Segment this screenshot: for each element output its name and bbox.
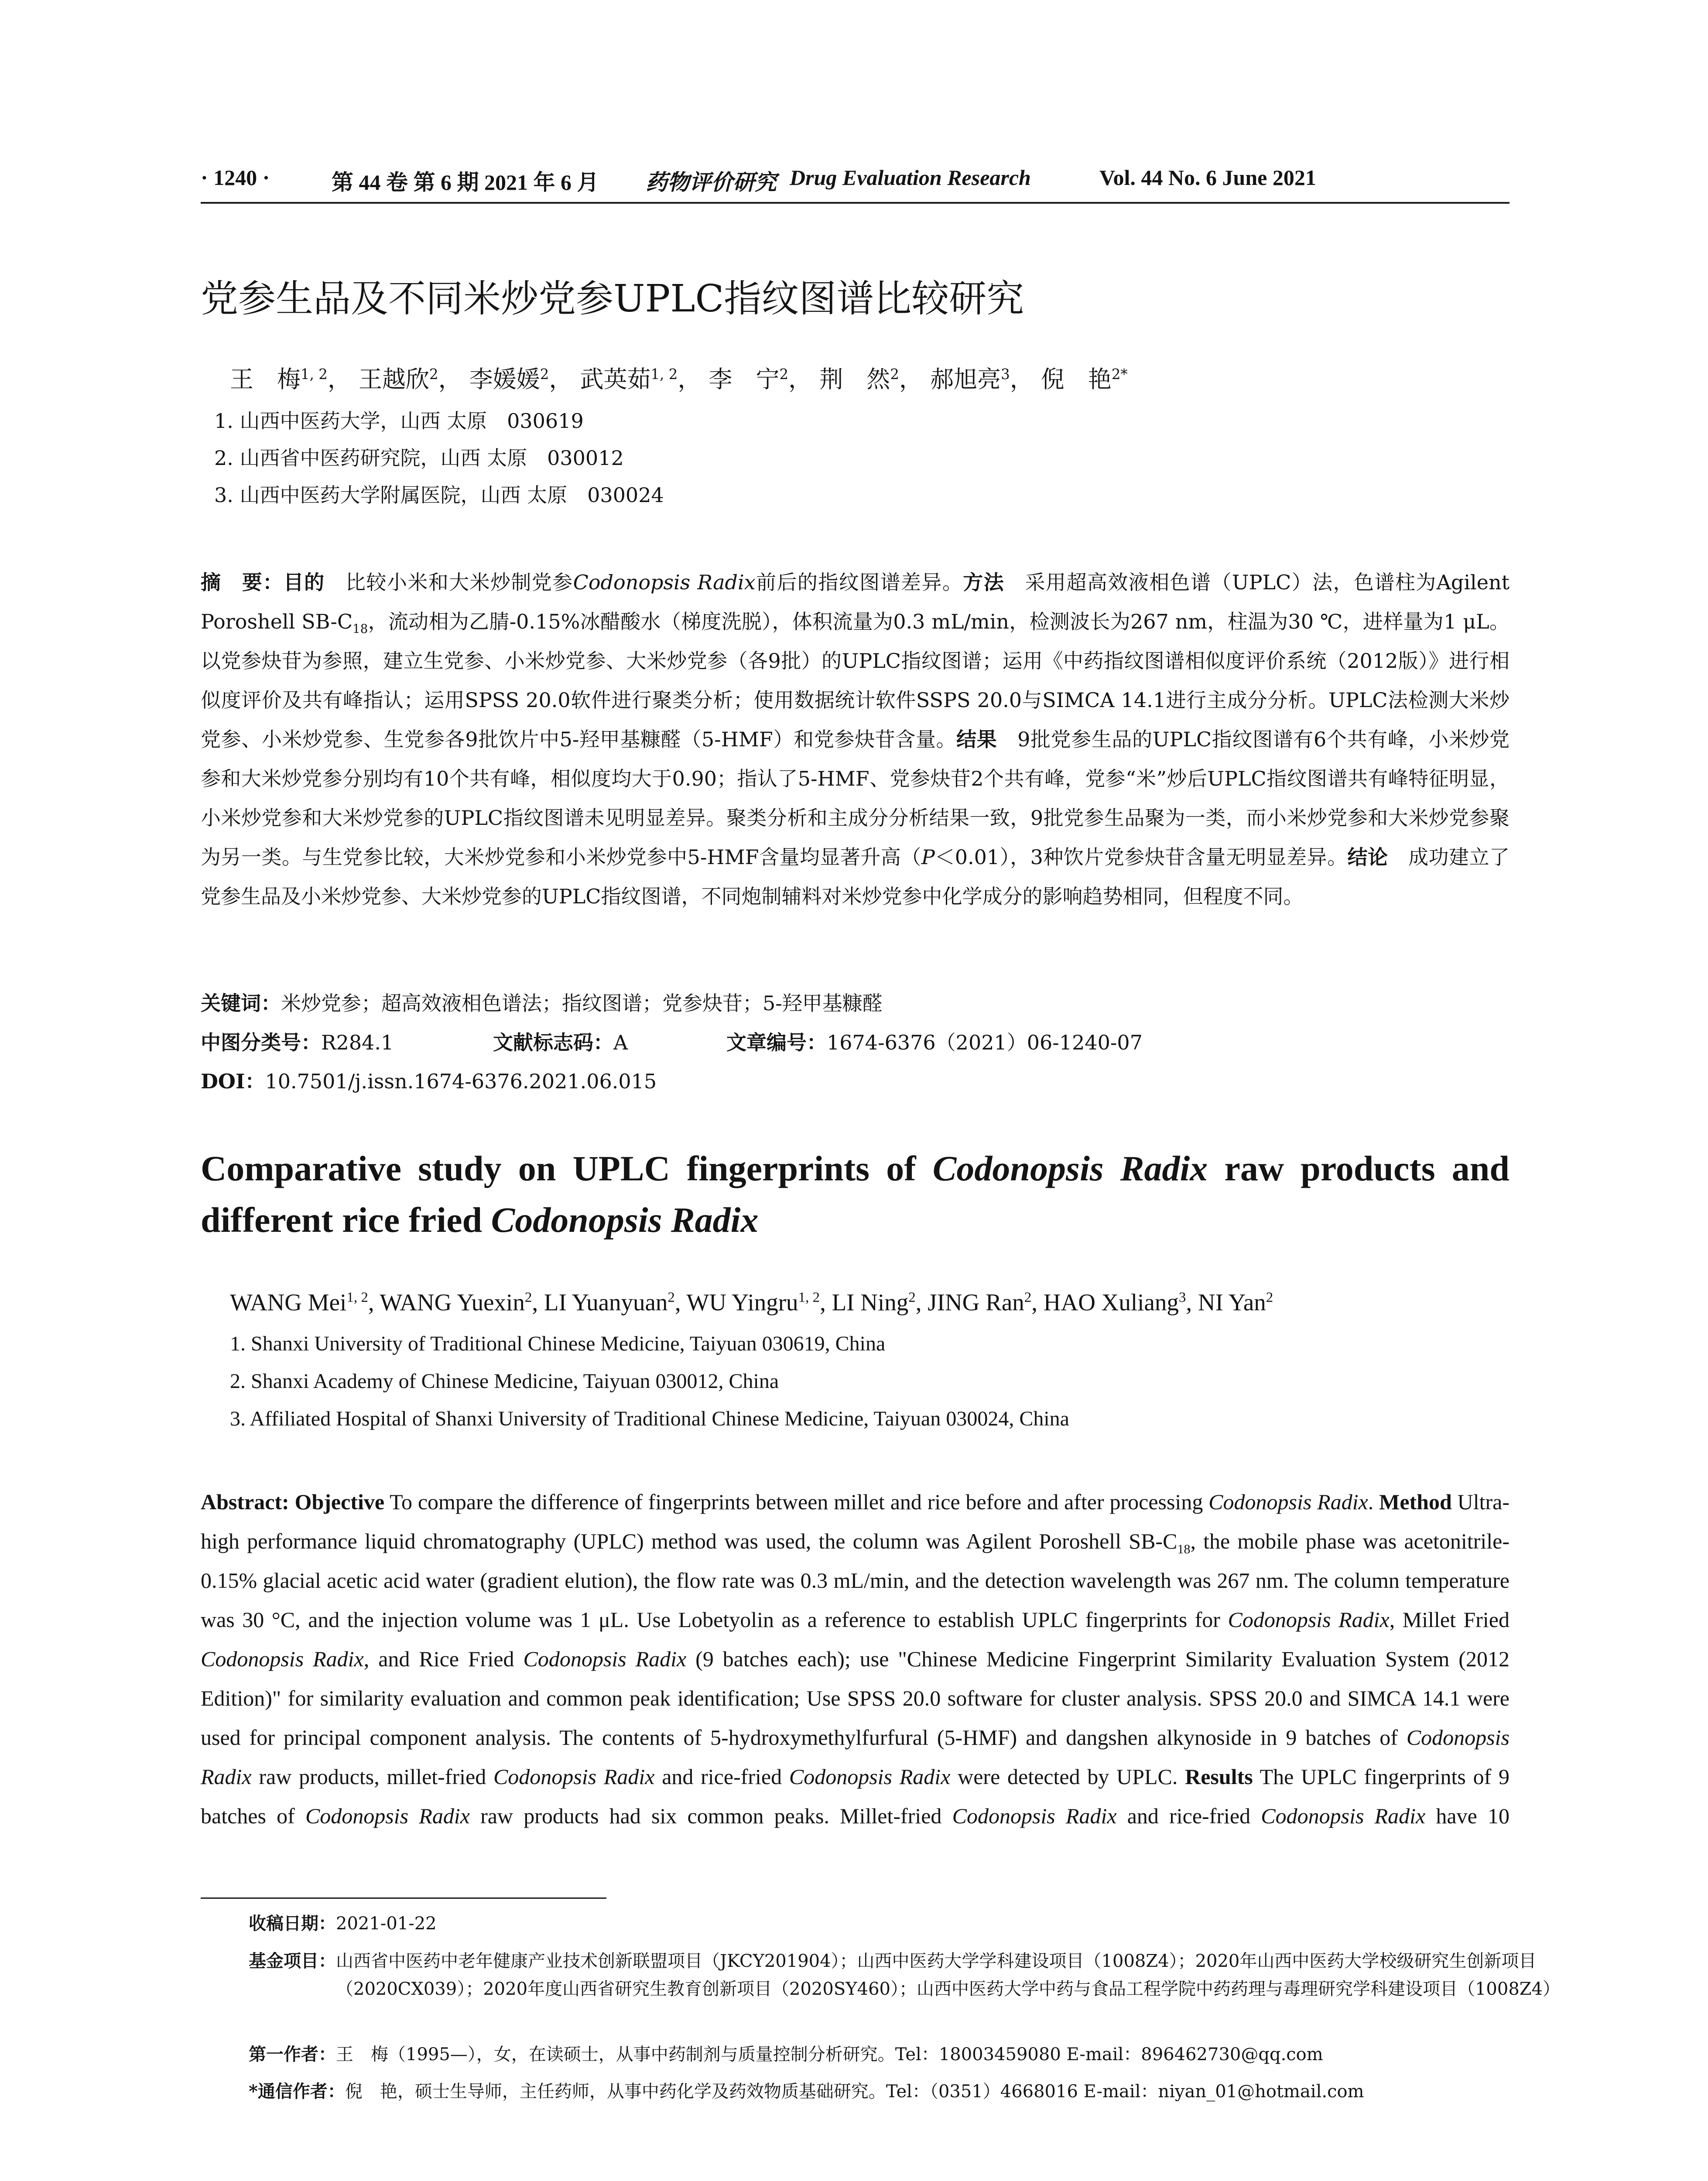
author-en: WU Yingru <box>686 1289 798 1316</box>
authors-en: WANG Mei$^{1, 2}$, WANG Yuexin$^2$, LI Yuanyuan$^2$, WU Yingru$^{1, 2}$, LI Ning$^2$, JING Ran$^2$, HAO Xuliang$^3$, NI Yan$^2$ <box>230 1289 1273 1316</box>
title-en-text: Comparative study on UPLC fingerprints of <box>201 1149 933 1188</box>
abstract-en-text: and rice-fried <box>1116 1804 1261 1828</box>
author-affiliation-mark: 2 <box>1266 1289 1273 1306</box>
author-en: JING Ran <box>928 1289 1024 1316</box>
author-en: WANG Yuexin <box>380 1289 525 1316</box>
clc-value: R284.1 <box>321 1031 394 1054</box>
method-text-cn: 采用超高效液相色谱（UPLC）法，色谱柱为Agilent Poroshell SB-C <box>201 571 1510 633</box>
affiliation-cn-1: 1. 山西中医药大学，山西 太原 030619 <box>214 409 584 433</box>
author-affiliation-mark: 2 <box>429 366 438 383</box>
species-name: Codonopsis Radix <box>1228 1607 1390 1632</box>
author-en: HAO Xuliang <box>1043 1289 1179 1316</box>
footnote-received <box>249 1910 1514 1938</box>
author-en: LI Yuanyuan <box>544 1289 668 1316</box>
abstract-en-text: The UPLC fingerprints of 9 batches of <box>201 1764 1509 1828</box>
corresponding-value: 倪 艳，硕士生导师，主任药师，从事中药化学及药效物质基础研究。Tel：（0351）4668016 E-mail：niyan_01@hotmail.com <box>345 2082 1364 2102</box>
keywords-label: 关键词： <box>201 991 281 1015</box>
author-en: NI Yan <box>1198 1289 1266 1316</box>
classification-line <box>201 1027 1509 1058</box>
doi-label: DOI： <box>201 1070 265 1093</box>
results-text-cn: 9批党参生品的UPLC指纹图谱有6个共有峰，小米炒党参和大米炒党参分别均有10个共有峰，相似度均大于0.90；指认了5-HMF、党参炔苷2个共有峰，党参“米”炒后UPLC指纹图谱共有峰特征明显，小米炒党参和大米炒党参的UPLC指纹图谱未见明显差异。聚类分析和主成分分析结果一致，9批党参生品聚为一类，而小米炒党参和大米炒党参聚为另一类。与生党参比较，大米炒党参和小米炒党参中5-HMF含量均显著升高（ <box>201 728 1509 869</box>
species-name: Codonopsis Radix <box>493 1764 655 1789</box>
abstract-en-text: , and Rice Fried <box>363 1647 524 1671</box>
fund-value: 山西省中医药中老年健康产业技术创新联盟项目（JKCY201904）；山西中医药大学学科建设项目（1008Z4）；2020年山西中医药大学校级研究生创新项目（2020CX039）；2020年度山西省研究生教育创新项目（2020SY460）；山西中医药大学中药与食品工程学院中药药理与毒理研究学科建设项目（1008Z4） <box>336 1951 1561 1999</box>
method-label-cn: 方法 <box>963 571 1005 594</box>
species-name: Codonopsis Radix <box>952 1804 1117 1828</box>
fund-label: 基金项目： <box>249 1951 336 1971</box>
abstract-en-text: have 10 <box>1425 1804 1509 1828</box>
corresponding-label: *通信作者： <box>249 2081 345 2102</box>
running-header <box>201 165 1509 200</box>
author-affiliation-mark: 2 <box>779 366 789 383</box>
author-cn: 王越欣 <box>358 366 429 393</box>
footnote-corresponding <box>249 2078 1514 2106</box>
author-cn: 李媛媛 <box>469 366 540 393</box>
abstract-en-text: were detected by UPLC. <box>950 1764 1185 1789</box>
conclusion-text-cn: 成功建立了党参生品及小米炒党参、大米炒党参的UPLC指纹图谱，不同炮制辅料对米炒党参中化学成分的影响趋势相同，但程度不同。 <box>201 845 1510 908</box>
author-en: WANG Mei <box>230 1289 347 1316</box>
species-name: Codonopsis Radix <box>789 1764 951 1789</box>
subscript: 18 <box>353 622 368 636</box>
abstract-en-text: raw products had six common peaks. Millet-fried <box>469 1804 952 1828</box>
abstract-en-text: . <box>1368 1490 1379 1514</box>
results-text-cn: ＜0.01），3种饮片党参炔苷含量无明显差异。 <box>934 845 1348 869</box>
author-affiliation-mark: 3 <box>1178 1289 1186 1306</box>
species-name: Codonopsis Radix <box>1261 1804 1426 1828</box>
clc-label: 中图分类号： <box>201 1031 321 1054</box>
author-affiliation-mark: 1, 2 <box>301 366 328 383</box>
author-cn: 倪 艳 <box>1041 366 1112 393</box>
first-author-value: 王 梅（1995—），女，在读硕士，从事中药制剂与质量控制分析研究。Tel：18003459080 E-mail：896462730@qq.com <box>336 2044 1323 2065</box>
doc-code-value: A <box>613 1031 628 1054</box>
journal-name-en: Drug Evaluation Research <box>790 165 1031 190</box>
species-name: Codonopsis Radix <box>932 1149 1208 1188</box>
doi-line <box>201 1066 1509 1097</box>
author-affiliation-mark: 2 <box>890 366 899 383</box>
conclusion-label-cn: 结论 <box>1347 845 1388 869</box>
author-cn: 荆 然 <box>819 366 890 393</box>
abstract-en-text: raw products, millet-fried <box>251 1764 493 1789</box>
doc-code-label: 文献标志码： <box>493 1031 613 1054</box>
abstract-en-text: , Millet Fried <box>1389 1607 1509 1632</box>
abstract-en <box>201 1482 1509 1836</box>
title-en <box>201 1143 1509 1246</box>
author-affiliation-mark: 2 <box>1024 1289 1032 1306</box>
species-name: Codonopsis Radix <box>305 1804 470 1828</box>
title-cn: 党参生品及不同米炒党参UPLC指纹图谱比较研究 <box>201 277 1024 321</box>
results-label-cn: 结果 <box>956 728 997 751</box>
abstract-en-text: To compare the difference of fingerprints between millet and rice before and after processing <box>384 1490 1209 1514</box>
affiliation-cn-2: 2. 山西省中医药研究院，山西 太原 030012 <box>214 446 624 470</box>
author-cn: 郝旭亮 <box>930 366 1001 393</box>
p-value-symbol: P <box>921 845 935 869</box>
species-name: Codonopsis Radix <box>491 1200 759 1240</box>
article-number-value: 1674-6376（2021）06-1240-07 <box>827 1031 1143 1054</box>
author-cn: 武英茹 <box>580 366 651 393</box>
affiliation-en-3: 3. Affiliated Hospital of Shanxi University of Traditional Chinese Medicine, Taiyuan 030024, China <box>230 1407 1069 1430</box>
affiliation-cn-3: 3. 山西中医药大学附属医院，山西 太原 030024 <box>214 483 664 507</box>
author-affiliation-mark: 2* <box>1111 366 1128 383</box>
issue-cn: 第 44 卷 第 6 期 2021 年 6 月 <box>332 170 599 195</box>
received-label: 收稿日期： <box>249 1913 336 1934</box>
subscript: 18 <box>1177 1542 1191 1556</box>
author-affiliation-mark: 2 <box>908 1289 916 1306</box>
abstract-en-text: , the mobile phase was acetonitrile-0.15% glacial acetic acid water (gradient elution), the flow rate was 0.3 mL/min, and the detection wavelength was 267 nm. The column temperature was 30 °C, and the injection volume was 1 μL. Use Lobetyolin as a reference to establish UPLC fingerprints for <box>201 1529 1509 1632</box>
species-name: Codonopsis Radix <box>523 1647 687 1671</box>
header-rule <box>201 202 1509 204</box>
footnote-rule <box>201 1897 606 1899</box>
author-en: LI Ning <box>832 1289 909 1316</box>
first-author-label: 第一作者： <box>249 2044 336 2065</box>
method-text-cn: ，流动相为乙腈-0.15%冰醋酸水（梯度洗脱），体积流量为0.3 mL/min，检测波长为267 nm，柱温为30 ℃，进样量为1 μL。以党参炔苷为参照，建立生党参、小米炒党参、大米炒党参（各9批）的UPLC指纹图谱；运用《中药指纹图谱相似度评价系统（2012版）》进行相似度评价及共有峰指认；运用SPSS 20.0软件进行聚类分析；使用数据统计软件SSPS 20.0与SIMCA 14.1进行主成分分析。UPLC法检测大米炒党参、小米炒党参、生党参各9批饮片中5-羟甲基糠醛（5-HMF）和党参炔苷含量。 <box>201 610 1510 751</box>
species-name: Codonopsis Radix <box>573 571 756 594</box>
method-label-en: Method <box>1379 1490 1452 1514</box>
footnote-first-author <box>249 2041 1514 2068</box>
objective-label-cn: 目的 <box>283 571 325 594</box>
journal-name-cn: 药物评价研究 <box>646 170 777 195</box>
doi-value: 10.7501/j.issn.1674-6376.2021.06.015 <box>265 1070 657 1093</box>
author-affiliation-mark: 2 <box>524 1289 532 1306</box>
objective-text-cn: 前后的指纹图谱差异。 <box>755 571 963 594</box>
article-number-label: 文章编号： <box>726 1031 827 1054</box>
author-cn: 王 梅 <box>230 366 301 393</box>
abstract-en-text: (9 batches each); use "Chinese Medicine Fingerprint Similarity Evaluation System (2012 Edition)" for similarity evaluation and common peak identification; Use SPSS 20.0 software for cluster analysis. SPSS 20.0 and SIMCA 14.1 were used for principal component analysis. The contents of 5-hydroxymethylfurfural (5-HMF) and dangshen alkynoside in 9 batches of <box>201 1647 1509 1750</box>
author-affiliation-mark: 1, 2 <box>346 1289 368 1306</box>
abstract-cn-label: 摘 要： <box>201 571 284 594</box>
title-en-text: raw products and different rice fried <box>201 1149 1509 1240</box>
species-name: Codonopsis Radix <box>1208 1490 1368 1514</box>
abstract-en-text: Ultra-high performance liquid chromatography (UPLC) method was used, the column was Agilent Poroshell SB-C <box>201 1490 1510 1553</box>
abstract-cn <box>201 563 1509 916</box>
authors-cn: 王 梅$^{1, 2}$， 王越欣$^2$， 李媛媛$^2$， 武英茹$^{1, 2}$， 李 宁$^2$， 荆 然$^2$， 郝旭亮$^3$， 倪 艳$^{2*}$ <box>230 366 1128 393</box>
species-name: Codonopsis Radix <box>201 1647 364 1671</box>
author-affiliation-mark: 1, 2 <box>798 1289 820 1306</box>
page-number: · 1240 · <box>201 165 270 190</box>
author-affiliation-mark: 1, 2 <box>650 366 678 383</box>
objective-text-cn: 比较小米和大米炒制党参 <box>346 571 573 594</box>
author-affiliation-mark: 3 <box>1001 366 1010 383</box>
author-affiliation-mark: 2 <box>667 1289 675 1306</box>
author-cn: 李 宁 <box>709 366 780 393</box>
footnote-fund <box>249 1947 1601 2003</box>
objective-label-en: Objective <box>294 1490 385 1514</box>
keywords-value: 米炒党参；超高效液相色谱法；指纹图谱；党参炔苷；5-羟甲基糠醛 <box>281 991 883 1015</box>
species-name: Codonopsis Radix <box>201 1725 1509 1789</box>
issue-en: Vol. 44 No. 6 June 2021 <box>1099 165 1316 190</box>
author-affiliation-mark: 2 <box>540 366 549 383</box>
keywords-cn <box>201 988 1509 1019</box>
abstract-en-text: and rice-fried <box>654 1764 789 1789</box>
abstract-en-label: Abstract: <box>201 1490 289 1514</box>
affiliation-en-1: 1. Shanxi University of Traditional Chinese Medicine, Taiyuan 030619, China <box>230 1332 886 1355</box>
results-label-en: Results <box>1185 1764 1253 1789</box>
affiliation-en-2: 2. Shanxi Academy of Chinese Medicine, Taiyuan 030012, China <box>230 1370 779 1393</box>
received-value: 2021-01-22 <box>336 1914 437 1934</box>
